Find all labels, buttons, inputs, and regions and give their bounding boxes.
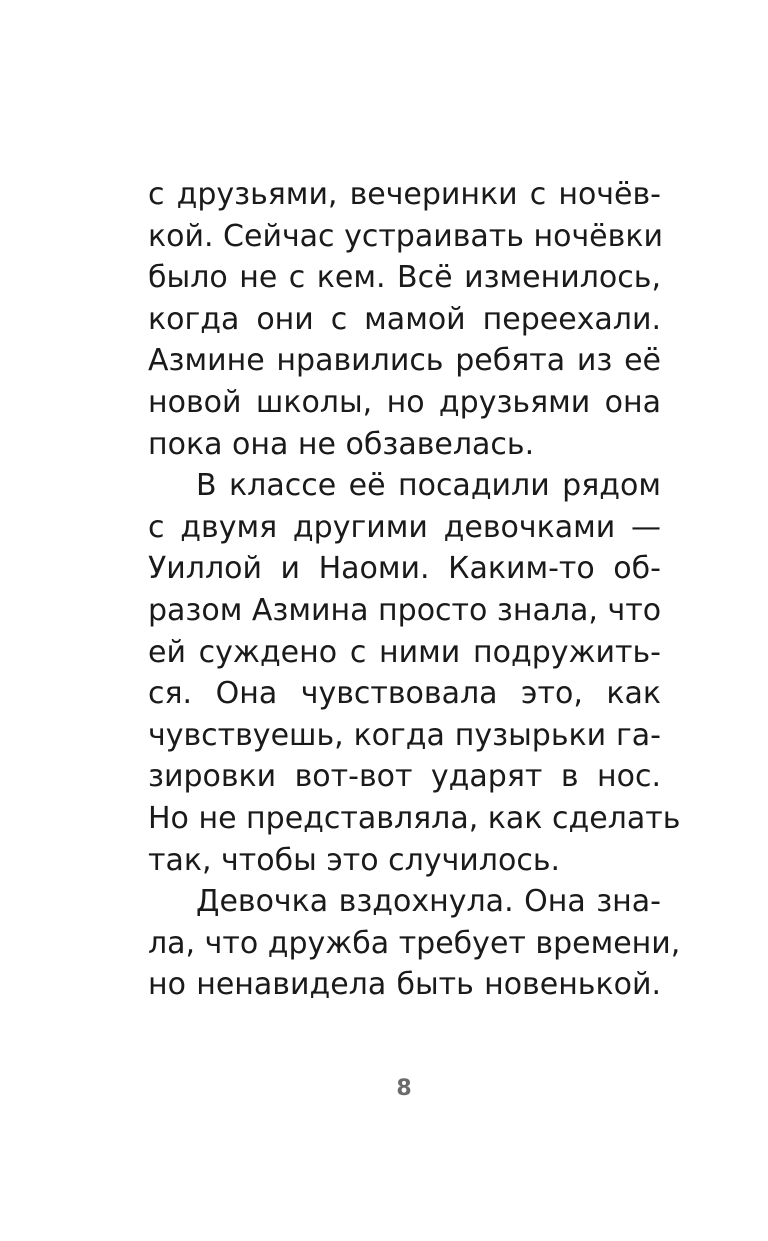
text-line: Девочка вздохнула. Она зна-	[196, 884, 661, 920]
text-line: но ненавидела быть новенькой.	[148, 967, 661, 1003]
page-number: 8	[396, 1076, 412, 1101]
text-line: ся. Она чувствовала это, как	[148, 676, 661, 712]
text-line: Уиллой и Наоми. Каким-то об-	[148, 551, 661, 587]
text-line: когда они с мамой переехали.	[148, 301, 661, 337]
text-line: было не с кем. Всё изменилось,	[148, 260, 661, 296]
text-line: с друзьями, вечеринки с ночёв-	[148, 177, 661, 212]
body-text	[148, 174, 681, 1006]
text-line: новой школы, но друзьями она	[148, 384, 661, 420]
text-line: В классе её посадили рядом	[196, 468, 661, 504]
text-line: так, чтобы это случилось.	[148, 842, 561, 878]
text-line: Но не представляла, как сделать	[148, 800, 681, 836]
text-line: зировки вот-вот ударят в нос.	[148, 759, 661, 795]
text-line: с двумя другими девочками —	[148, 509, 661, 545]
text-line: чувствуешь, когда пузырьки га-	[148, 717, 661, 753]
text-line: Азмине нравились ребята из её	[148, 343, 661, 379]
text-line: кой. Сейчас устраивать ночёвки	[148, 218, 663, 254]
text-line: ей суждено с ними подружить-	[148, 634, 661, 670]
text-line: пока она не обзавелась.	[148, 426, 535, 462]
text-line: ла, что дружба требует времени,	[148, 925, 681, 961]
text-line: разом Азмина просто знала, что	[148, 592, 662, 628]
